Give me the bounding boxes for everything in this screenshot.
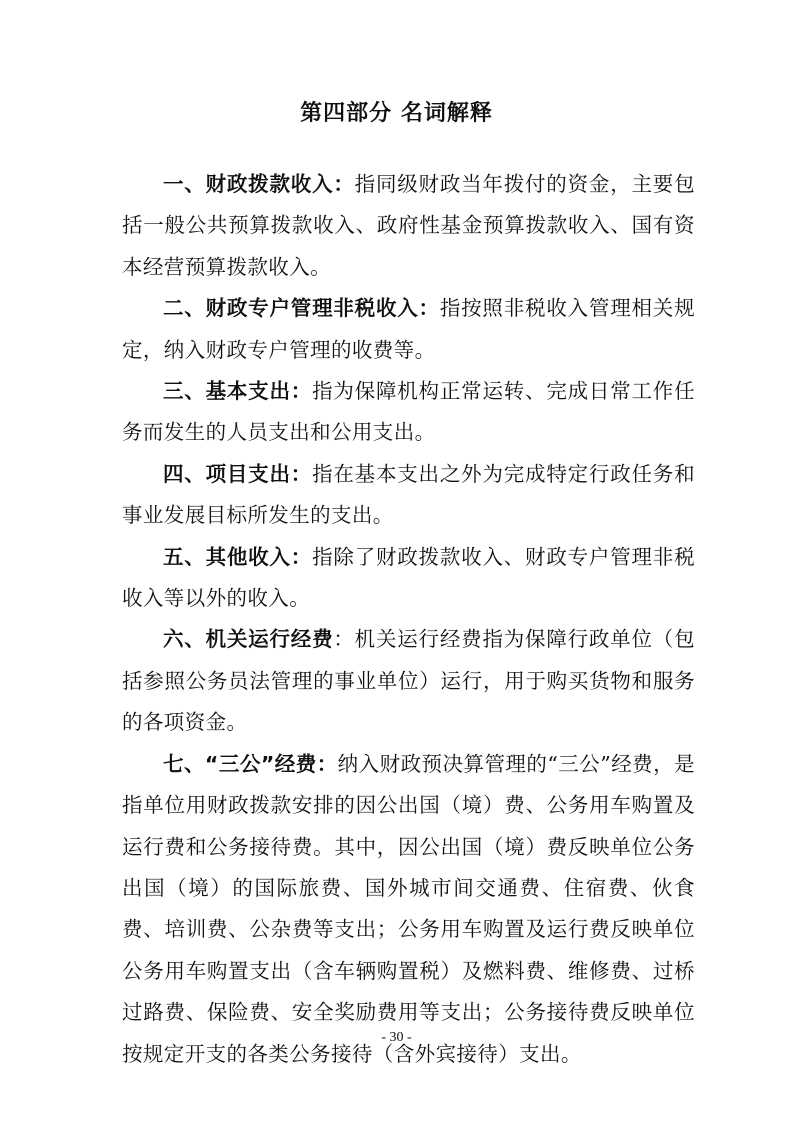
glossary-term: 二、财政专户管理非税收入： bbox=[163, 296, 440, 321]
glossary-entry bbox=[122, 619, 695, 743]
glossary-term: 六、机关运行经费 bbox=[163, 627, 334, 652]
glossary-entry bbox=[122, 288, 695, 371]
glossary-entry bbox=[122, 371, 695, 454]
glossary-term: 一、财政拨款收入： bbox=[163, 172, 355, 196]
glossary-definition: 指按照非税收入管理相关规定，纳入财政专户管理的收费等。 bbox=[122, 296, 695, 362]
glossary-definition: 指在基本支出之外为完成特定行政任务和事业发展目标所发生的支出。 bbox=[122, 461, 695, 528]
glossary-entry bbox=[122, 537, 695, 620]
glossary-definition: 指同级财政当年拨付的资金，主要包括一般公共预算拨款收入、政府性基金预算拨款收入、国有资本经营预算拨款收入。 bbox=[122, 172, 695, 279]
page-number: - 30 - bbox=[381, 1030, 412, 1045]
glossary-entry bbox=[122, 454, 695, 537]
glossary-definition: 纳入财政预决算管理的“三公”经费，是指单位用财政拨款安排的因公出国（境）费、公务用车购置及运行费和公务接待费。其中，因公出国（境）费反映单位公务出国（境）的国际旅费、国外城市间交通费、住宿费、伙食费、培训费、公杂费等支出；公务用车购置及运行费反映单位公务用车购置支出（含车辆购置税）及燃料费、维修费、过桥过路费、保险费、安全奖励费用等支出；公务接待费反映单位按规定开支的各类公务接待（含外宾接待）支出。 bbox=[122, 751, 695, 1066]
glossary-term: 五、其他收入： bbox=[163, 544, 313, 569]
glossary-definition: ：机关运行经费指为保障行政单位（包括参照公务员法管理的事业单位）运行，用于购买货物和服务的各项资金。 bbox=[122, 627, 695, 735]
section-title: 第四部分 名词解释 bbox=[300, 101, 493, 126]
glossary-definition: 指为保障机构正常运转、完成日常工作任务而发生的人员支出和公用支出。 bbox=[122, 379, 695, 445]
glossary-definition: 指除了财政拨款收入、财政专户管理非税收入等以外的收入。 bbox=[122, 544, 695, 611]
glossary-entry bbox=[122, 164, 695, 288]
glossary-entry bbox=[122, 744, 695, 1075]
glossary-term: 四、项目支出： bbox=[163, 461, 313, 486]
glossary-term: 三、基本支出： bbox=[163, 379, 313, 404]
glossary-term: 七、“三公”经费： bbox=[163, 751, 338, 776]
glossary-body bbox=[122, 164, 695, 1075]
